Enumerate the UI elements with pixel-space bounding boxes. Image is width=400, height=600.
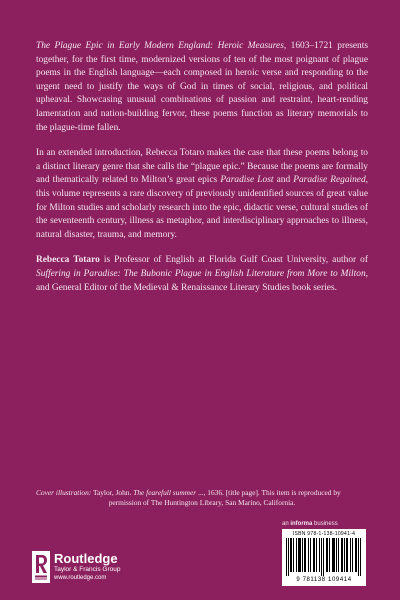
author-book-title: Suffering in Paradise: The Bubonic Plague in English Literature from More to Milton [36,268,366,279]
cover-illustration-credit [36,488,368,509]
barcode-number: 9 781138 109414 [296,577,352,583]
routledge-r-icon [32,551,50,583]
book-title: The Plague Epic in Early Modern England: Heroic Measures [36,41,284,51]
author-name: Rebecca Totaro [36,255,100,266]
blurb-paragraph-1 [36,40,368,135]
caption-author: Taylor, John. [91,488,134,497]
isbn-label: ISBN 978-1-138-10941-4 [292,531,356,537]
publisher-url[interactable]: www.routledge.com [54,575,107,581]
informa-prefix: an [282,521,291,527]
informa-business-tag [282,521,338,527]
isbn-barcode [282,529,366,586]
blurb-p2-text-b: , this volume represents a rare discovery of previously unidentified sources of great value for Milton studies and scholarly research into the epic, didactic verse, cultural studies of the seventeenth century, illness as metaphor, and interdisciplinary approaches to illness, natural disaster, trauma, and memory. [36,175,368,240]
back-cover-blurb [36,40,368,295]
author-bio-text-a: is Professor of English at Florida Gulf Coast University, author of [99,255,368,266]
informa-brand: informa [290,521,313,527]
caption-rest: ..., 1636. [title page]. This item is reproduced by [196,488,341,497]
author-bio [36,254,368,295]
paradise-lost-title: Paradise Lost [220,175,274,186]
caption-label: Cover illustration: [36,488,92,497]
paradise-regained-title: Paradise Regained [293,175,366,186]
author-bio-text-b: , and General Editor of the Medieval & Renaissance Literary Studies book series. [36,268,368,293]
blurb-p2-text-a: In an extended introduction, Rebecca Totaro makes the case that these poems belong to a distinct literary genre that she calls the “plague epic.” Because the poems are formally and thematically related to Milton’s great epics [36,148,368,186]
blurb-paragraph-2 [36,147,368,242]
publisher-name: Routledge [54,551,118,566]
caption-permission: permission of The Huntington Library, San Marino, California. [108,498,296,508]
routledge-logo[interactable] [32,551,152,585]
informa-suffix: business [312,521,338,527]
barcode-bars [286,538,362,576]
publisher-group: Taylor & Francis Group [54,566,121,573]
caption-work-title: The fearefull summer [133,488,197,497]
blurb-p1-text: , 1603–1721 presents together, for the first time, modernized versions of ten of the most poignant of plague poems in the English language—each composed in heroic verse and responding to the urgent need to justify the ways of God in times of social, religious, and political upheaval. Showcasing unusual combinations of passion and restraint, heart-rending lamentation and nation-building fervor, these poems function as literary memorials to the plague-time fallen. [36,41,368,133]
blurb-p2-and: and [273,175,294,186]
